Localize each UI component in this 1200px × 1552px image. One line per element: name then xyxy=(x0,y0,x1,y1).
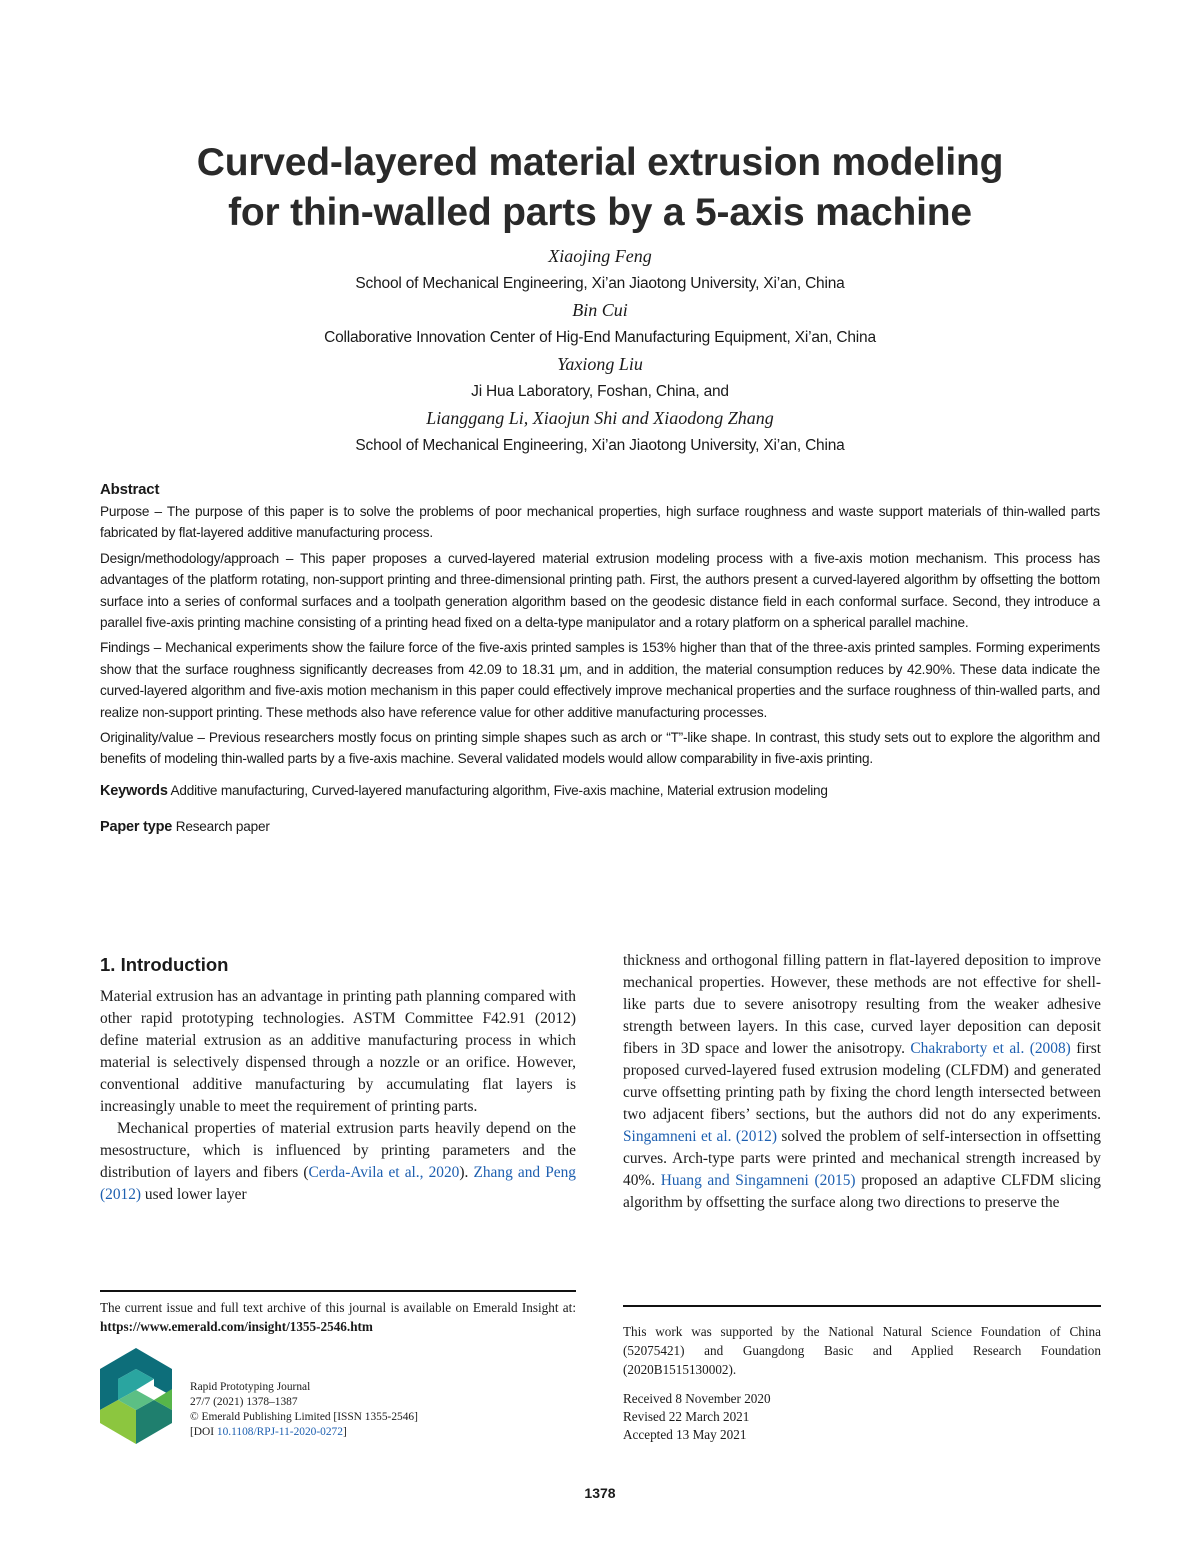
author-affiliation: School of Mechanical Engineering, Xi’an Jiaotong University, Xi’an, China xyxy=(355,437,845,454)
journal-block xyxy=(100,1348,570,1448)
journal-doi xyxy=(190,1425,418,1440)
author-name: Xiaojing Feng xyxy=(548,246,652,266)
journal-publisher: © Emerald Publishing Limited [ISSN 1355-2546] xyxy=(190,1411,418,1423)
page-number: 1378 xyxy=(584,1485,616,1501)
paper-type-label: Paper type xyxy=(100,819,173,836)
journal-name: Rapid Prototyping Journal xyxy=(190,1381,311,1393)
paper-title xyxy=(100,138,1100,238)
citation-link[interactable]: Huang and Singamneni (2015) xyxy=(660,1172,856,1189)
right-column xyxy=(623,950,1101,1214)
author-name: Bin Cui xyxy=(572,300,628,320)
date-revised: Revised 22 March 2021 xyxy=(623,1409,750,1424)
left-column xyxy=(100,950,576,1206)
emerald-logo-icon xyxy=(100,1348,172,1444)
introduction-heading: 1. Introduction xyxy=(100,954,229,975)
author-affiliation: Ji Hua Laboratory, Foshan, China, and xyxy=(471,383,729,400)
abstract-originality xyxy=(100,727,1100,770)
date-received: Received 8 November 2020 xyxy=(623,1391,771,1406)
findings-label: Findings xyxy=(100,640,150,656)
r-text-b: first proposed curved-layered fused extrusion modeling (CLFDM) and generated curve offsetting printing path by fixing the chord length intersected between two adjacent fibers’ sections, but the authors did not do any experiments. xyxy=(623,1040,1102,1123)
archive-text: The current issue and full text archive of this journal is available on Emerald Insight at: xyxy=(100,1300,576,1315)
p2-text-b: ). xyxy=(459,1164,474,1181)
findings-text: – Mechanical experiments show the failure force of the five-axis printed samples is 153% higher than that of the three-axis printed samples. Forming experiments show that the surface roughness significantly decreases from 42.09 to 18.31 μm, and in addition, the material consumption reduces by 42.90%. These data indicate the curved-layered algorithm and five-axis motion mechanism in this paper could effectively improve mechanical properties and the surface roughness of thin-walled parts, and realize non-support printing. These methods also have reference value for other additive manufacturing processes. xyxy=(100,640,1100,720)
journal-info xyxy=(190,1380,418,1440)
r-text-a: thickness and orthogonal filling pattern in flat-layered deposition to improve mechanical properties. However, these methods are not effective for shell-like parts due to severe anisotropy resulting from the weaker adhesive strength between layers. In this case, curved layer deposition can deposit fibers in 3D space and lower the anisotropy. xyxy=(623,952,1101,1057)
footnote-divider-left xyxy=(100,1290,576,1292)
author-affiliation: School of Mechanical Engineering, Xi’an Jiaotong University, Xi’an, China xyxy=(355,275,845,292)
citation-link[interactable]: Chakraborty et al. (2008) xyxy=(910,1040,1071,1057)
intro-paragraph-1: Material extrusion has an advantage in printing path planning compared with other rapid prototyping technologies. ASTM Committee F42.91 (2012) define material extrusion as an additive manufacturing process in which material is selectively dispensed through a nozzle or an orifice. However, conventional additive manufacturing by accumulating flat layers is increasingly unable to meet the requirement of printing parts. xyxy=(100,988,576,1115)
keywords-text: Additive manufacturing, Curved-layered manufacturing algorithm, Five-axis machine, Material extrusion modeling xyxy=(167,782,828,798)
keywords xyxy=(100,780,1100,802)
author-list xyxy=(100,243,1100,459)
abstract-heading: Abstract xyxy=(100,481,160,498)
abstract-findings xyxy=(100,637,1100,723)
design-label: Design/methodology/approach xyxy=(100,550,279,566)
paper-type-text: Research paper xyxy=(172,819,270,835)
article-dates xyxy=(623,1390,771,1444)
archive-url-link[interactable]: https://www.emerald.com/insight/1355-2546.htm xyxy=(100,1319,373,1334)
funding-note: This work was supported by the National Natural Science Foundation of China (52075421) and Guangdong Basic and Applied Research Foundation (2020B1515130002). xyxy=(623,1324,1101,1377)
r-text-d: proposed an adaptive CLFDM slicing algorithm by offsetting the surface along two directions to preserve the xyxy=(623,1172,1102,1211)
abstract-section xyxy=(100,479,1100,843)
title-line-1: Curved-layered material extrusion modeling xyxy=(196,141,1004,184)
doi-suffix: ] xyxy=(342,1426,347,1438)
originality-text: – Previous researchers mostly focus on printing simple shapes such as arch or “T”-like shape. In contrast, this study sets out to explore the algorithm and benefits of modeling thin-walled parts by a five-axis machine. Several validated models would allow comparability in five-axis printing. xyxy=(100,730,1100,767)
keywords-label: Keywords xyxy=(100,782,168,799)
date-accepted: Accepted 13 May 2021 xyxy=(623,1427,747,1442)
title-line-2: for thin-walled parts by a 5-axis machine xyxy=(228,191,972,234)
citation-link[interactable]: Cerda-Avila et al., 2020 xyxy=(308,1164,460,1181)
paper-type xyxy=(100,816,1100,838)
r-text-c: solved the problem of self-intersection in offsetting curves. Arch-type parts were printed and mechanical strength increased by 40%. xyxy=(623,1128,1101,1189)
author-name: Yaxiong Liu xyxy=(557,354,643,374)
journal-volume: 27/7 (2021) 1378–1387 xyxy=(190,1396,298,1408)
author-affiliation: Collaborative Innovation Center of Hig-End Manufacturing Equipment, Xi’an, China xyxy=(324,329,876,346)
abstract-design xyxy=(100,548,1100,634)
abstract-purpose xyxy=(100,501,1100,544)
purpose-label: Purpose xyxy=(100,504,150,519)
citation-link[interactable]: Singamneni et al. (2012) xyxy=(623,1128,777,1145)
archive-note xyxy=(100,1298,576,1336)
intro-paragraph-continued xyxy=(623,950,1101,1214)
intro-paragraph-2 xyxy=(100,1118,576,1206)
design-text: – This paper proposes a curved-layered material extrusion modeling process with a five-axis motion mechanism. This process has advantages of the platform rotating, non-support printing and three-dimensional printing path. First, the authors present a curved-layered algorithm by offsetting the bottom surface into a series of conformal surfaces and a toolpath generation algorithm based on the geodesic distance field in each conformal surface. Second, they introduce a parallel five-axis printing machine consisting of a printing head fixed on a delta-type manipulator and a rotary platform on a spherical parallel machine. xyxy=(100,550,1100,631)
author-name: Lianggang Li, Xiaojun Shi and Xiaodong Zhang xyxy=(426,408,774,428)
doi-prefix: [DOI xyxy=(190,1426,217,1438)
p2-text-c: used lower layer xyxy=(141,1186,247,1203)
footnote-divider-right xyxy=(623,1305,1101,1307)
doi-link[interactable]: 10.1108/RPJ-11-2020-0272 xyxy=(216,1426,343,1438)
citation-link[interactable]: Zhang and Peng (2012) xyxy=(100,1164,576,1203)
originality-label: Originality/value xyxy=(100,730,194,746)
purpose-text: – The purpose of this paper is to solve the problems of poor mechanical properties, high surface roughness and waste support materials of thin-walled parts fabricated by flat-layered additive manufacturing process. xyxy=(100,504,1100,541)
p2-text-a: Mechanical properties of material extrusion parts heavily depend on the mesostructure, which is influenced by printing parameters and the distribution of layers and fibers ( xyxy=(100,1120,576,1181)
